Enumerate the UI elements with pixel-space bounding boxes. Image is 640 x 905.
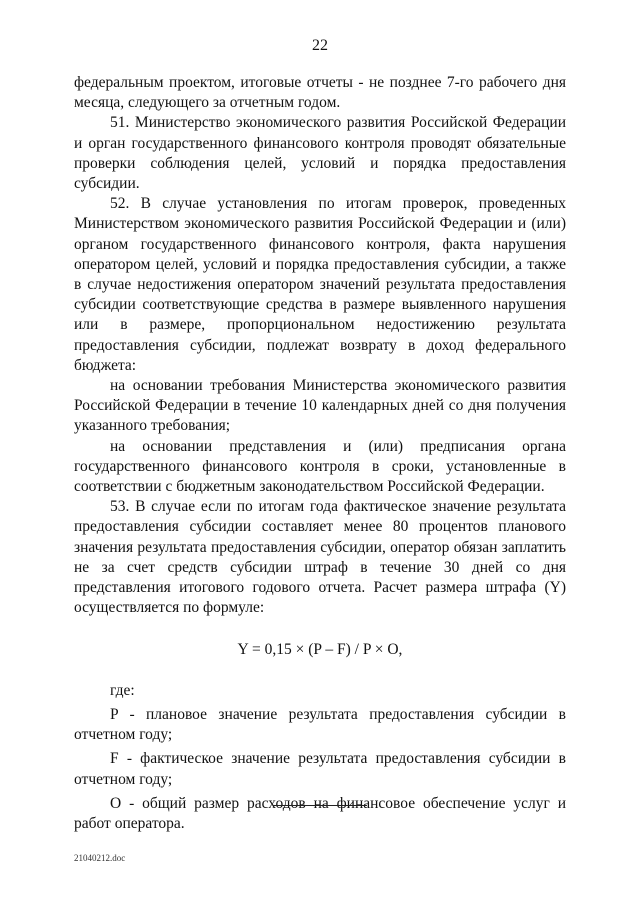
footer-divider: [273, 805, 367, 806]
paragraph-continuation: федеральным проектом, итоговые отчеты - не позднее 7-го рабочего дня месяца, следующего за отчетным годом.: [74, 74, 566, 112]
paragraph-52-item-2: на основании представления и (или) предписания органа государственного финансового контроля в сроки, установленные в соответствии с бюджетным законодательством Российской Федерации.: [74, 437, 566, 496]
penalty-formula: Y = 0,15 × (P – F) / P × O,: [237, 641, 403, 659]
file-name-label: 21040212.doc: [74, 853, 126, 863]
where-label: где:: [110, 681, 135, 699]
paragraph-51: 51. Министерство экономического развития Российской Федерации и орган государственного финансового контроля проводят обязательные проверки соблюдения целей, условий и порядка предоставления субсидии.: [74, 114, 566, 193]
paragraph-52: 52. В случае установления по итогам проверок, проведенных Министерством экономического развития Российской Федерации и (или) органом государственного финансового контроля, факта нарушения оператором целей, условий и порядка предоставления субсидии, а также в случае недостижения оператором значений результата предоставления субсидии соответствующие средства в размере выявленного нарушения или в размере, пропорциональном недостижению результата предоставления субсидии, подлежат возврату в доход федерального бюджета:: [74, 195, 566, 374]
paragraph-53: 53. В случае если по итогам года фактическое значение результата предоставления субсидии составляет менее 80 процентов планового значения результата предоставления субсидии, оператор обязан заплатить не за счет средств субсидии штраф в течение 30 дней со дня представления итогового годового отчета. Расчет размера штрафа (Y) осуществляется по формуле:: [74, 498, 566, 617]
page-number: 22: [312, 37, 328, 54]
definition-p: P - плановое значение результата предоставления субсидии в отчетном году;: [74, 705, 566, 744]
paragraph-52-item-1: на основании требования Министерства экономического развития Российской Федерации в течение 10 календарных дней со дня получения указанного требования;: [74, 377, 566, 435]
definition-f: F - фактическое значение результата предоставления субсидии в отчетном году;: [74, 750, 566, 788]
definition-o: O - общий размер расходов на финансовое обеспечение услуг и работ оператора.: [74, 794, 566, 832]
document-body: [74, 73, 566, 834]
